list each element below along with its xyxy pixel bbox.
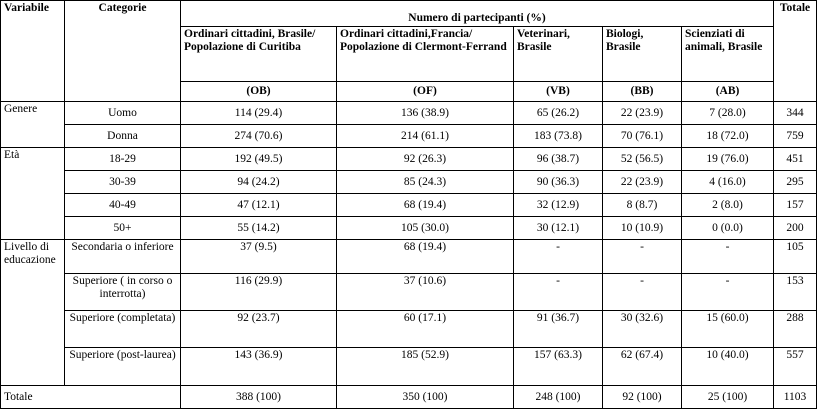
group-name-ab: Scienziati di animali, Brasile: [682, 27, 774, 82]
value-cell: 91 (36.7): [514, 311, 603, 348]
total-cell: 295: [774, 171, 817, 194]
value-cell: 19 (76.0): [682, 148, 774, 171]
value-cell: 68 (19.4): [337, 240, 514, 274]
total-cell: 451: [774, 148, 817, 171]
value-cell: 52 (56.5): [603, 148, 682, 171]
totals-label: Totale: [1, 386, 181, 409]
value-cell: 15 (60.0): [682, 311, 774, 348]
value-cell: 37 (10.6): [337, 274, 514, 311]
value-cell: 22 (23.9): [603, 102, 682, 125]
value-cell: -: [514, 274, 603, 311]
value-cell: -: [603, 274, 682, 311]
value-cell: 274 (70.6): [181, 125, 337, 148]
value-cell: -: [682, 240, 774, 274]
table-row: [1, 348, 817, 386]
value-cell: 55 (14.2): [181, 217, 337, 240]
value-cell: 30 (12.1): [514, 217, 603, 240]
value-cell: -: [682, 274, 774, 311]
value-cell: 183 (73.8): [514, 125, 603, 148]
value-cell: 85 (24.3): [337, 171, 514, 194]
variable-genere: Genere: [1, 102, 65, 148]
value-cell: 214 (61.1): [337, 125, 514, 148]
category-cell: 18-29: [65, 148, 181, 171]
value-cell: 192 (49.5): [181, 148, 337, 171]
value-cell: 94 (24.2): [181, 171, 337, 194]
group-code-of: (OF): [337, 82, 514, 102]
value-cell: -: [514, 240, 603, 274]
variable-educazione: Livello di educazione: [1, 240, 65, 386]
group-name-ob: Ordinari cittadini, Brasile/ Popolazione di Curitiba: [181, 27, 337, 82]
total-cell: 344: [774, 102, 817, 125]
group-code-ab: (AB): [682, 82, 774, 102]
group-code-ob: (OB): [181, 82, 337, 102]
value-cell: 105 (30.0): [337, 217, 514, 240]
value-cell: 60 (17.1): [337, 311, 514, 348]
value-cell: 8 (8.7): [603, 194, 682, 217]
value-cell: 70 (76.1): [603, 125, 682, 148]
value-cell: 185 (52.9): [337, 348, 514, 386]
table-row: [1, 311, 817, 348]
value-cell: 22 (23.9): [603, 171, 682, 194]
grand-total-cell: 1103: [774, 386, 817, 409]
table-row: [1, 171, 817, 194]
value-cell: 0 (0.0): [682, 217, 774, 240]
total-cell: 153: [774, 274, 817, 311]
value-cell: 92 (26.3): [337, 148, 514, 171]
header-row-1: [1, 1, 817, 27]
value-cell: 7 (28.0): [682, 102, 774, 125]
category-cell: Donna: [65, 125, 181, 148]
header-categorie: Categorie: [65, 1, 181, 102]
value-cell: 68 (19.4): [337, 194, 514, 217]
total-value-cell: 350 (100): [337, 386, 514, 409]
table-row: [1, 217, 817, 240]
header-numero-partecipanti: Numero di partecipanti (%): [181, 1, 774, 27]
total-cell: 200: [774, 217, 817, 240]
value-cell: 157 (63.3): [514, 348, 603, 386]
group-code-vb: (VB): [514, 82, 603, 102]
total-cell: 759: [774, 125, 817, 148]
table-row: [1, 240, 817, 274]
value-cell: 90 (36.3): [514, 171, 603, 194]
group-name-vb: Veterinari, Brasile: [514, 27, 603, 82]
value-cell: 116 (29.9): [181, 274, 337, 311]
category-cell: 40-49: [65, 194, 181, 217]
total-value-cell: 248 (100): [514, 386, 603, 409]
value-cell: 65 (26.2): [514, 102, 603, 125]
value-cell: 136 (38.9): [337, 102, 514, 125]
value-cell: 92 (23.7): [181, 311, 337, 348]
header-variabile: Variabile: [1, 1, 65, 102]
total-value-cell: 25 (100): [682, 386, 774, 409]
value-cell: 37 (9.5): [181, 240, 337, 274]
value-cell: 2 (8.0): [682, 194, 774, 217]
category-cell: 30-39: [65, 171, 181, 194]
value-cell: 10 (10.9): [603, 217, 682, 240]
value-cell: 32 (12.9): [514, 194, 603, 217]
total-value-cell: 388 (100): [181, 386, 337, 409]
header-totale: Totale: [774, 1, 817, 102]
value-cell: 143 (36.9): [181, 348, 337, 386]
value-cell: 114 (29.4): [181, 102, 337, 125]
value-cell: 62 (67.4): [603, 348, 682, 386]
category-cell: Uomo: [65, 102, 181, 125]
value-cell: 10 (40.0): [682, 348, 774, 386]
value-cell: -: [603, 240, 682, 274]
value-cell: 4 (16.0): [682, 171, 774, 194]
group-code-bb: (BB): [603, 82, 682, 102]
group-name-bb: Biologi, Brasile: [603, 27, 682, 82]
total-cell: 105: [774, 240, 817, 274]
table-row: [1, 102, 817, 125]
value-cell: 47 (12.1): [181, 194, 337, 217]
total-cell: 157: [774, 194, 817, 217]
table-row: [1, 125, 817, 148]
total-cell: 288: [774, 311, 817, 348]
category-cell: Superiore (completata): [65, 311, 181, 348]
category-cell: 50+: [65, 217, 181, 240]
group-name-of: Ordinari cittadini,Francia/ Popolazione di Clermont-Ferrand: [337, 27, 514, 82]
variable-eta: Età: [1, 148, 65, 240]
table-row: [1, 194, 817, 217]
value-cell: 96 (38.7): [514, 148, 603, 171]
total-value-cell: 92 (100): [603, 386, 682, 409]
total-cell: 557: [774, 348, 817, 386]
table-row: [1, 274, 817, 311]
category-cell: Superiore ( in corso o interrotta): [65, 274, 181, 311]
table-row: [1, 148, 817, 171]
value-cell: 18 (72.0): [682, 125, 774, 148]
totals-row: [1, 386, 817, 409]
category-cell: Secondaria o inferiore: [65, 240, 181, 274]
category-cell: Superiore (post-laurea): [65, 348, 181, 386]
value-cell: 30 (32.6): [603, 311, 682, 348]
